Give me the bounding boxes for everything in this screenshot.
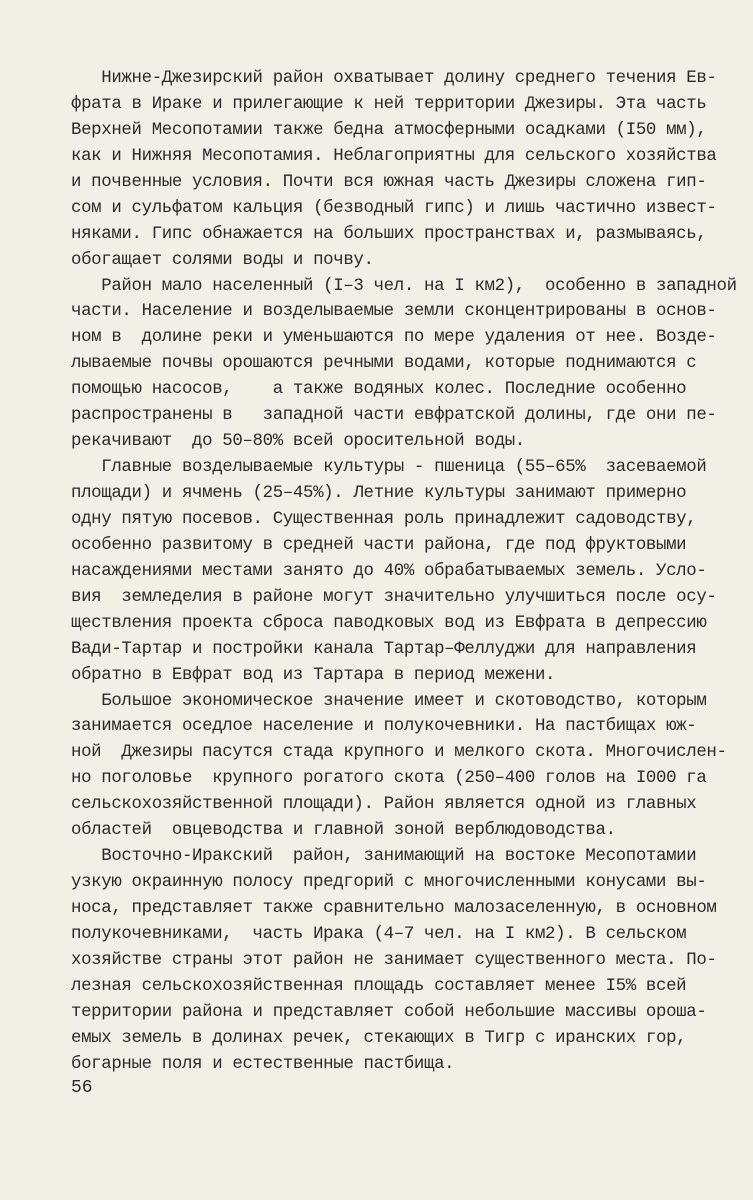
text-line: одну пятую посевов. Существенная роль принадлежит садоводству, [71, 509, 697, 529]
text-line: Верхней Месопотамии также бедна атмосферными осадками (I50 мм), [71, 120, 707, 140]
text-line: и почвенные условия. Почти вся южная часть Джезиры сложена гип- [71, 172, 707, 192]
text-line: занимается оседлое население и полукочевники. На пастбищах юж- [71, 717, 697, 737]
text-line: хозяйстве страны этот район не занимает существенного места. По- [71, 950, 717, 970]
text-line: Район мало населенный (I–3 чел. на I км2), особенно в западной [71, 276, 737, 296]
body-text [71, 66, 745, 1078]
text-line: сельскохозяйственной площади). Район является одной из главных [71, 795, 697, 815]
text-line: части. Население и возделываемые земли сконцентрированы в основ- [71, 302, 717, 322]
text-line: помощью насосов, а также водяных колес. Последние особенно [71, 380, 687, 400]
text-line: полукочевниками, часть Ирака (4–7 чел. на I км2). В сельском [71, 924, 687, 944]
text-line: Большое экономическое значение имеет и скотоводство, которым [71, 691, 707, 711]
text-line: областей овцеводства и главной зоной верблюдоводства. [71, 821, 616, 841]
text-line: ном в долине реки и уменьшаются по мере удаления от нее. Возде- [71, 328, 717, 348]
text-line: ной Джезиры пасутся стада крупного и мелкого скота. Многочислен- [71, 743, 727, 763]
text-line: сом и сульфатом кальция (безводный гипс) и лишь частично извест- [71, 198, 717, 218]
text-line: няками. Гипс обнажается на больших пространствах и, размываясь, [71, 224, 707, 244]
text-line: обратно в Евфрат вод из Тартара в период межени. [71, 665, 556, 685]
text-line: носа, представляет также сравнительно малозаселенную, в основном [71, 899, 717, 918]
text-line: распространены в западной части евфратской долины, где они пе- [71, 406, 717, 426]
text-line: рекачивают до 50–80% всей оросительной воды. [71, 432, 525, 452]
text-line: Вади-Тартар и постройки канала Тартар–Феллуджи для направления [71, 639, 697, 659]
text-line: богарные поля и естественные пастбища. [71, 1054, 455, 1074]
text-line: вия земледелия в районе могут значительно улучшиться после осу- [71, 587, 717, 607]
text-line: насаждениями местами занято до 40% обрабатываемых земель. Усло- [71, 561, 707, 581]
text-line: Нижне-Джезирский район охватывает долину среднего течения Ев- [71, 69, 717, 88]
text-line: узкую окраинную полосу предгорий с многочисленными конусами вы- [71, 873, 707, 893]
page-number: 56 [71, 1078, 93, 1098]
text-line: лываемые почвы орошаются речными водами, которые поднимаются с [71, 354, 697, 374]
text-line: Восточно-Иракский район, занимающий на востоке Месопотамии [71, 847, 697, 867]
text-line: территории района и представляет собой небольшие массивы ороша- [71, 1002, 707, 1022]
text-line: площади) и ячмень (25–45%). Летние культуры занимают примерно [71, 484, 687, 503]
text-line: лезная сельскохозяйственная площадь составляет менее I5% всей [71, 976, 687, 996]
text-line: особенно развитому в средней части района, где под фруктовыми [71, 535, 687, 555]
text-line: но поголовье крупного рогатого скота (250–400 голов на I000 га [71, 769, 707, 789]
text-line: как и Нижняя Месопотамия. Неблагоприятны для сельского хозяйства [71, 146, 717, 166]
text-line: фрата в Ираке и прилегающие к ней территории Джезиры. Эта часть [71, 94, 707, 114]
text-line: Главные возделываемые культуры - пшеница (55–65% засеваемой [71, 458, 707, 478]
text-line: обогащает солями воды и почву. [71, 250, 374, 270]
text-line: емых земель в долинах речек, стекающих в Тигр с иранских гор, [71, 1028, 687, 1048]
text-line: ществления проекта сброса паводковых вод из Евфрата в депрессию [71, 613, 707, 633]
